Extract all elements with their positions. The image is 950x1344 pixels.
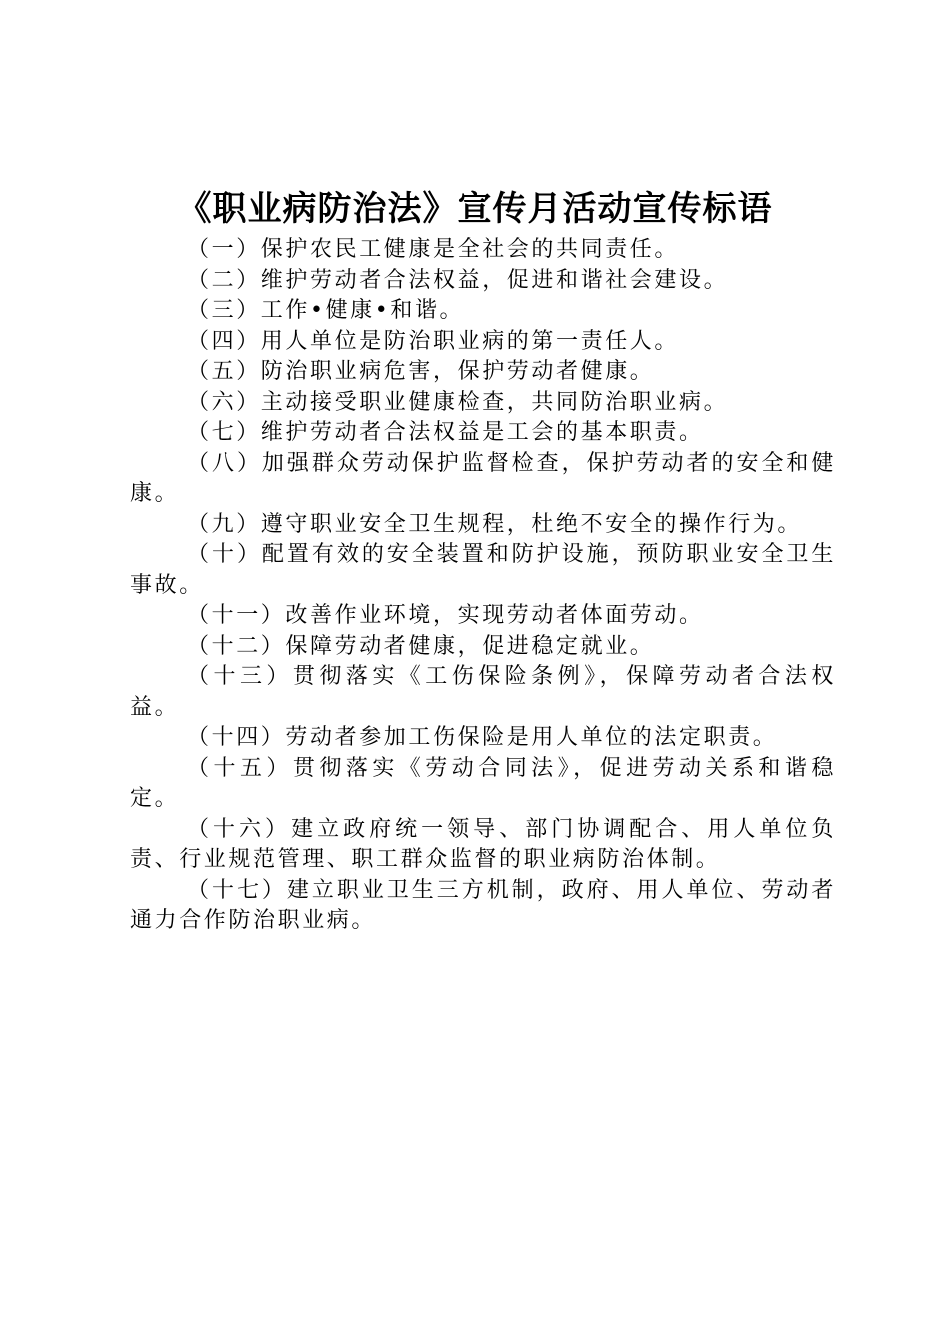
slogan-list <box>130 235 836 937</box>
slogan-item-10: （十）配置有效的安全装置和防护设施，预防职业安全卫生事故。 <box>130 542 836 598</box>
slogan-item-3: （三）工作•健康•和谐。 <box>187 298 465 323</box>
slogan-item-6: （六）主动接受职业健康检查，共同防治职业病。 <box>187 389 729 415</box>
slogan-item-13: （十三）贯彻落实《工伤保险条例》，保障劳动者合法权益。 <box>130 664 836 720</box>
slogan-item-14: （十四）劳动者参加工伤保险是用人单位的法定职责。 <box>187 725 778 750</box>
slogan-item-7: （七）维护劳动者合法权益是工会的基本职责。 <box>187 420 704 445</box>
slogan-item-4: （四）用人单位是防治职业病的第一责任人。 <box>187 328 680 354</box>
slogan-item-5: （五）防治职业病危害，保护劳动者健康。 <box>187 359 655 384</box>
slogan-item-11: （十一）改善作业环境，实现劳动者体面劳动。 <box>187 603 704 628</box>
slogan-item-15: （十五）贯彻落实《劳动合同法》，促进劳动关系和谐稳定。 <box>130 755 836 811</box>
slogan-item-17: （十七）建立职业卫生三方机制，政府、用人单位、劳动者通力合作防治职业病。 <box>130 877 836 933</box>
slogan-item-8: （八）加强群众劳动保护监督检查，保护劳动者的安全和健康。 <box>130 450 836 506</box>
slogan-item-16: （十六）建立政府统一领导、部门协调配合、用人单位负责、行业规范管理、职工群众监督的职业病防治体制。 <box>130 816 836 872</box>
slogan-item-1: （一）保护农民工健康是全社会的共同责任。 <box>187 237 680 262</box>
slogan-item-12: （十二）保障劳动者健康，促进稳定就业。 <box>187 633 655 659</box>
slogan-item-2: （二）维护劳动者合法权益，促进和谐社会建设。 <box>187 267 729 293</box>
slogan-item-9: （九）遵守职业安全卫生规程，杜绝不安全的操作行为。 <box>187 511 803 537</box>
document-title: 《职业病防治法》宣传月活动宣传标语 <box>177 189 773 229</box>
